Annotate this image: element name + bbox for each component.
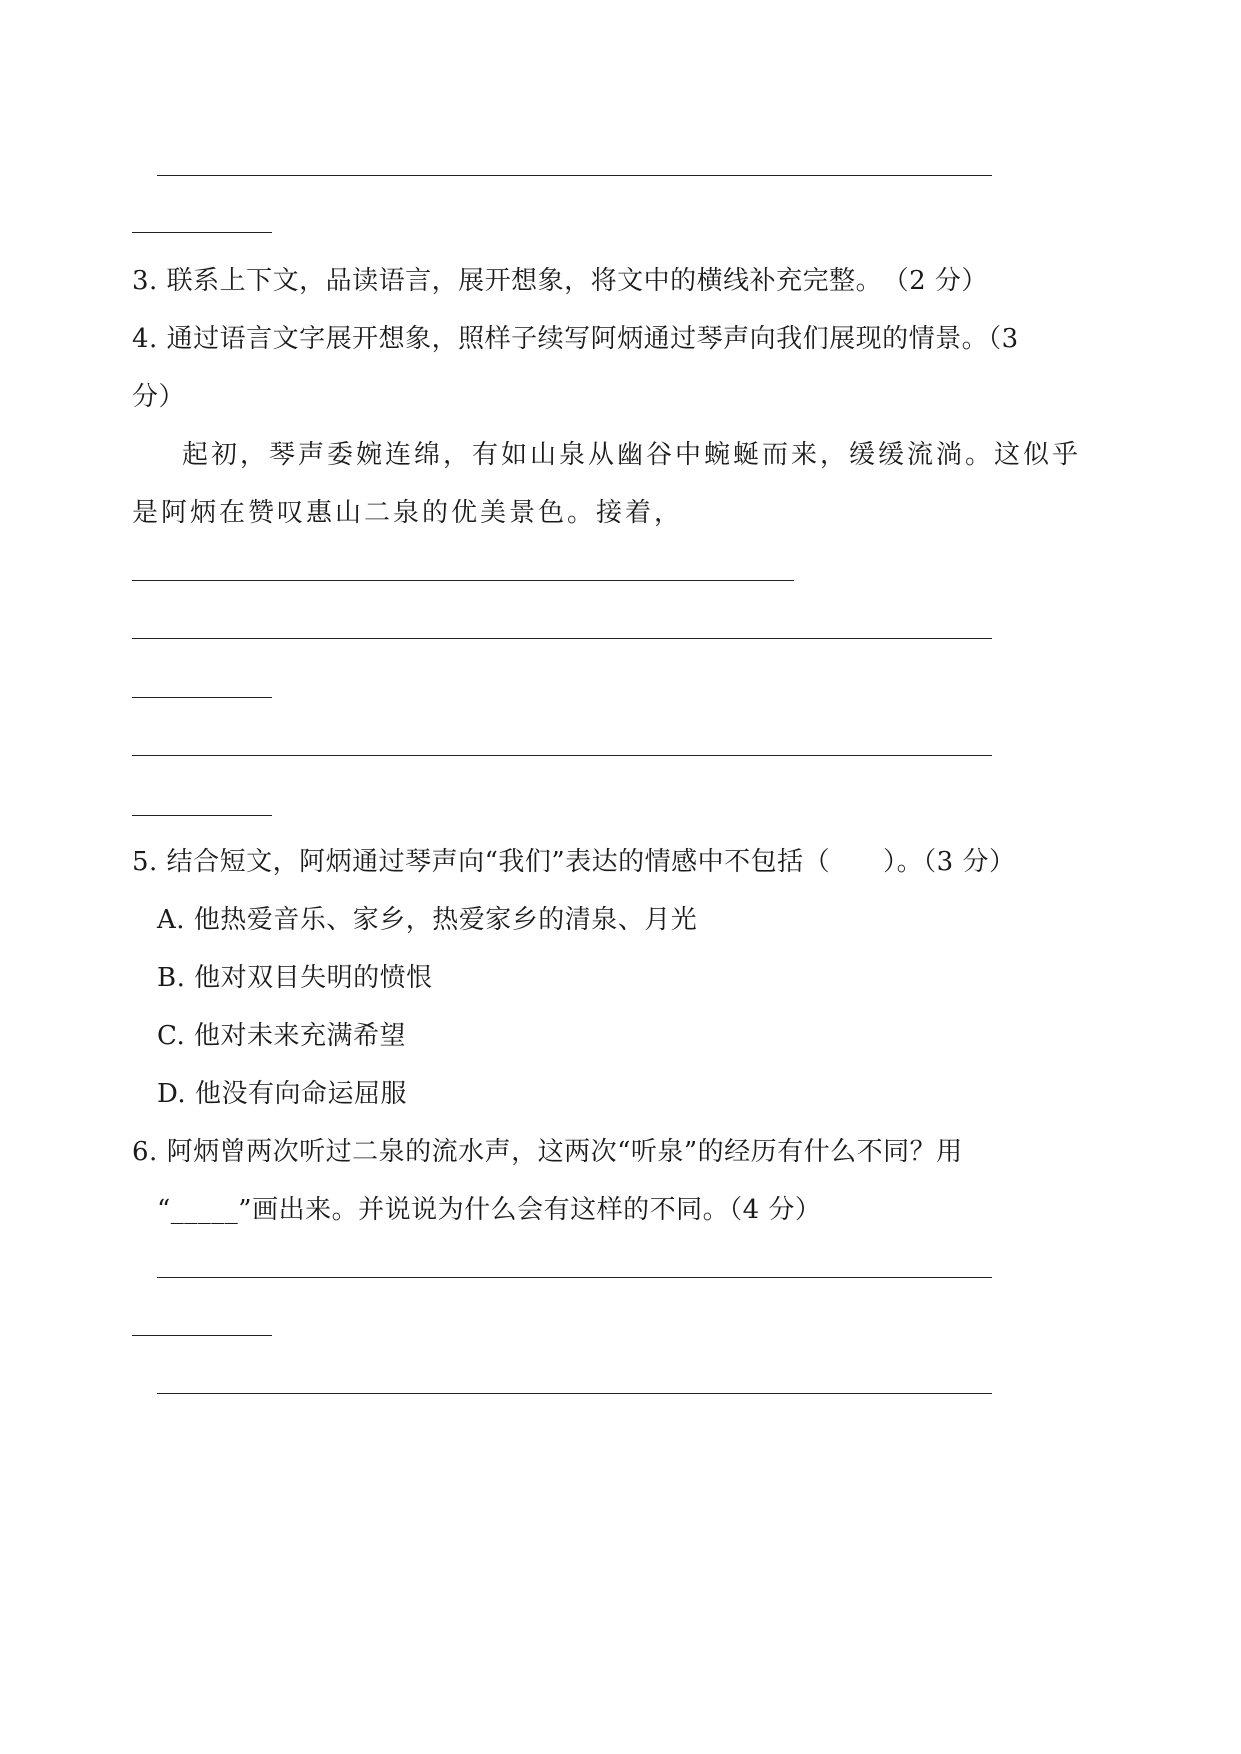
question-6-line-1: 6. 阿炳曾两次听过二泉的流水声，这两次“听泉”的经历有什么不同？用 <box>132 1137 963 1167</box>
answer-line[interactable] <box>157 1277 992 1278</box>
option-a[interactable]: A. 他热爱音乐、家乡，热爱家乡的清泉、月光 <box>157 905 698 935</box>
option-c[interactable]: C. 他对未来充满希望 <box>157 1021 406 1051</box>
answer-line[interactable] <box>132 580 794 581</box>
question-3: 3. 联系上下文，品读语言，展开想象，将文中的横线补充完整。 （2 分） <box>132 266 988 296</box>
question-4-example-line-2: 是阿炳在赞叹惠山二泉的优美景色。接着， <box>132 498 684 528</box>
answer-line[interactable] <box>132 638 992 639</box>
question-4-example-line-1: 起初，琴声委婉连绵，有如山泉从幽谷中蜿蜒而来，缓缓流淌。这似乎 <box>182 440 1082 470</box>
question-6-line-2: “_____”画出来。并说说为什么会有这样的不同。（4 分） <box>157 1195 822 1225</box>
option-d[interactable]: D. 他没有向命运屈服 <box>157 1079 407 1109</box>
question-5: 5. 结合短文，阿炳通过琴声向“我们”表达的情感中不包括（ ）。（3 分） <box>132 847 1016 877</box>
question-4-line-1: 4. 通过语言文字展开想象，照样子续写阿炳通过琴声向我们展现的情景。（3 <box>132 324 1019 354</box>
option-b[interactable]: B. 他对双目失明的愤恨 <box>157 963 433 993</box>
answer-line[interactable] <box>132 232 272 233</box>
question-4-line-2: 分） <box>132 382 186 412</box>
answer-line[interactable] <box>157 1393 992 1394</box>
answer-line[interactable] <box>132 815 272 816</box>
answer-line[interactable] <box>132 1335 272 1336</box>
answer-line[interactable] <box>132 755 992 756</box>
answer-line[interactable] <box>157 175 992 176</box>
answer-line[interactable] <box>132 697 272 698</box>
